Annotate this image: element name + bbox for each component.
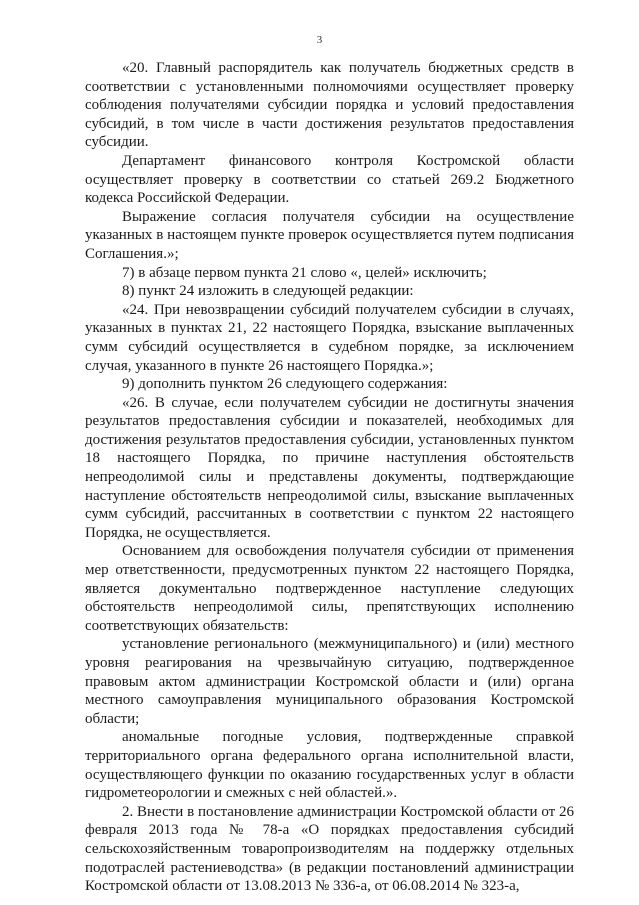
paragraph-control-department: Департамент финансового контроля Костромской области осуществляет проверку в соответствии со статьей 269.2 Бюджетного кодекса Российской Федерации. [85, 152, 574, 207]
paragraph-item-26: «26. В случае, если получателем субсидии не достигнуты значения результатов предоставления субсидии и показателей, необходимых для достижения результатов предоставления субсидии, установленных пунктом 18 настоящего Порядка, по причине наступления обстоятельств непреодолимой силы и представлены документы, подтверждающие наступление обстоятельств непреодолимой силы, взыскание выплаченных сумм субсидий, рассчитанных в соответствии с пунктом 22 настоящего Порядка, не осуществляется. [85, 394, 574, 541]
paragraph-grounds: Основанием для освобождения получателя субсидии от применения мер ответственности, предусмотренных пунктом 22 настоящего Порядка, является документально подтвержденное наступление следующих обстоятельств непреодолимой силы, препятствующих исполнению соответствующих обязательств: [85, 543, 574, 634]
paragraph-item-20: «20. Главный распорядитель как получатель бюджетных средств в соответствии с установленными полномочиями осуществляет проверку соблюдения получателями субсидии порядка и условий предоставления субсидий, в том числе в части достижения результатов предоставления субсидии. [85, 60, 574, 151]
paragraph-amendment-9: 9) дополнить пунктом 26 следующего содержания: [122, 376, 448, 393]
paragraph-item-24: «24. При невозвращении субсидий получателем субсидии в случаях, указанных в пунктах 21, 22 настоящего Порядка, взыскание выплаченных сумм субсидий осуществляется в судебном порядке, за исключением случая, указанного в пункте 26 настоящего Порядка.»; [85, 301, 574, 374]
paragraph-amendment-8: 8) пункт 24 изложить в следующей редакции: [122, 283, 414, 300]
paragraph-amendment-7: 7) в абзаце первом пункта 21 слово «, целей» исключить; [122, 264, 487, 281]
paragraph-section-2: 2. Внести в постановление администрации Костромской области от 26 февраля 2013 года № 78-а «О порядках предоставления субсидий сельскохозяйственным товаропроизводителям на поддержку отдельных подотраслей растениеводства» (в редакции постановлений администрации Костромской области от 13.08.2013 № 336-а, от 06.08.2014 № 323-а, [85, 803, 574, 895]
paragraph-emergency: установление регионального (межмуниципального) и (или) местного уровня реагирования на чрезвычайную ситуацию, подтвержденное правовым актом администрации Костромской области и (или) органа местного самоуправления муниципального образования Костромской области; [85, 636, 574, 727]
paragraph-consent: Выражение согласия получателя субсидии на осуществление указанных в настоящем пункте проверок осуществляется путем подписания Соглашения.»; [85, 208, 574, 262]
paragraph-weather: аномальные погодные условия, подтвержденные справкой территориального органа федерального органа исполнительной власти, осуществляющего функции по оказанию государственных услуг в области гидрометеорологии и смежных с ней областей.». [85, 729, 574, 802]
document-body [85, 59, 574, 896]
page-number: 3 [316, 34, 323, 46]
